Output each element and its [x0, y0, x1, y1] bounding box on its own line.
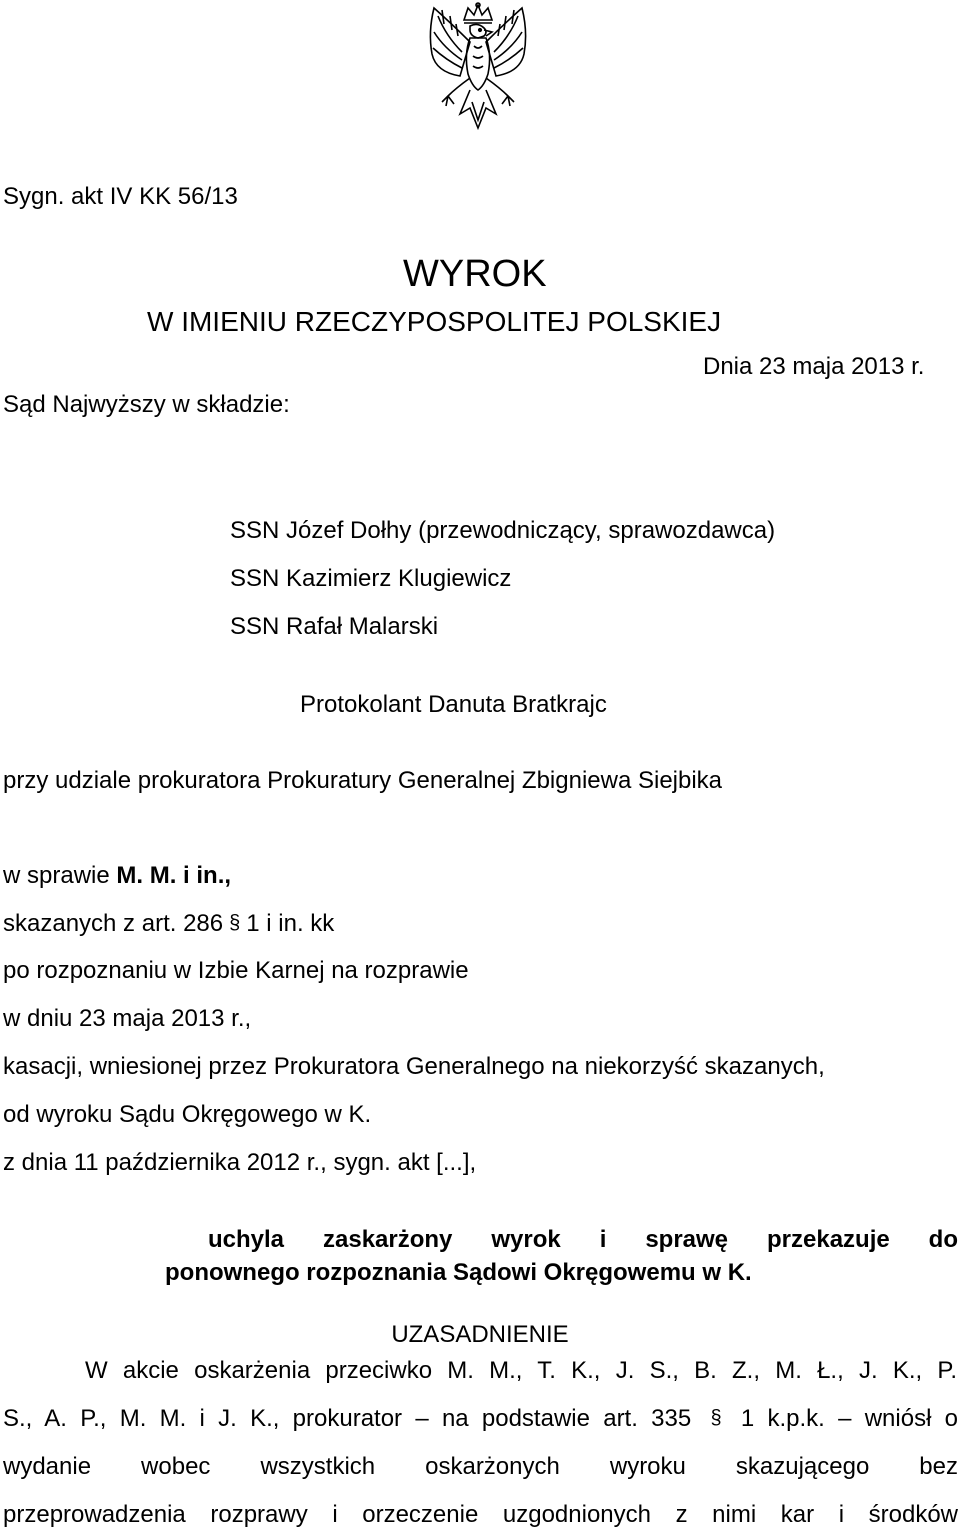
case-signature: Sygn. akt IV KK 56/13: [3, 183, 238, 210]
judge-third: SSN Rafał Malarski: [230, 613, 439, 640]
hearing-date-comma: ,: [244, 1005, 252, 1032]
hearing-date-line: [3, 1005, 251, 1034]
lower-court-date: z dnia 11 października 2012 r.: [3, 1149, 321, 1176]
verdict-line-1: uchyla zaskarżony wyrok i sprawę przekazuje do: [208, 1226, 958, 1253]
court-clerk: Protokolant Danuta Bratkrajc: [300, 691, 607, 718]
justification-line-2: [3, 1405, 958, 1434]
justification-text-a: S., A. P., M. M. i J. K., prokurator: [3, 1405, 403, 1432]
court-composition-intro: Sąd Najwyższy w składzie:: [3, 391, 290, 418]
prosecutor-line: przy udziale prokuratora Prokuratury Generalnej Zbigniewa Siejbika: [3, 767, 723, 794]
lower-court-line: od wyroku Sądu Okręgowego w K.: [3, 1101, 372, 1128]
case-defendants-line: [3, 862, 231, 891]
section-sign: §: [229, 912, 241, 934]
lower-court-date-line: [3, 1149, 476, 1178]
justification-text-b: na podstawie art. 335: [441, 1405, 692, 1432]
justification-heading: UZASADNIENIE: [391, 1321, 569, 1348]
justification-text-d: wniósł o: [864, 1405, 959, 1432]
lower-court-reference: , sygn. akt [...],: [320, 1149, 477, 1176]
charges-line: [3, 910, 334, 939]
defendants-names: M. M. i in.,: [116, 862, 232, 889]
judgment-date: Dnia 23 maja 2013 r.: [703, 353, 925, 380]
verdict-line-2: ponownego rozpoznania Sądowi Okręgowemu w K.: [165, 1259, 752, 1286]
dash-1: –: [415, 1405, 429, 1432]
charges-prefix: skazanych z art. 286: [3, 910, 224, 937]
justification-text-c: 1 k.p.k.: [740, 1405, 825, 1432]
charges-suffix: 1 i in. kk: [246, 910, 335, 937]
appeal-line: kasacji, wniesionej przez Prokuratora Generalnego na niekorzyść skazanych,: [3, 1053, 825, 1080]
document-title: WYROK: [403, 253, 547, 295]
justification-line-1: W akcie oskarżenia przeciwko M. M., T. K., J. S., B. Z., M. Ł., J. K., P.: [85, 1357, 957, 1384]
case-prefix: w sprawie: [3, 862, 117, 889]
hearing-date: w dniu 23 maja 2013 r.: [3, 1005, 245, 1032]
judge-second: SSN Kazimierz Klugiewicz: [230, 565, 512, 592]
section-sign-2: §: [710, 1407, 722, 1429]
judge-presiding: SSN Józef Dołhy (przewodniczący, sprawozdawca): [230, 517, 776, 544]
justification-line-3: wydanie wobec wszystkich oskarżonych wyroku skazującego bez: [3, 1453, 958, 1480]
document-subtitle: W IMIENIU RZECZYPOSPOLITEJ POLSKIEJ: [147, 306, 722, 337]
polish-eagle-emblem: [412, 2, 544, 136]
justification-line-4: przeprowadzenia rozprawy i orzeczenie uzgodnionych z nimi kar i środków: [3, 1501, 958, 1528]
hearing-line: po rozpoznaniu w Izbie Karnej na rozprawie: [3, 957, 469, 984]
dash-2: –: [838, 1405, 852, 1432]
